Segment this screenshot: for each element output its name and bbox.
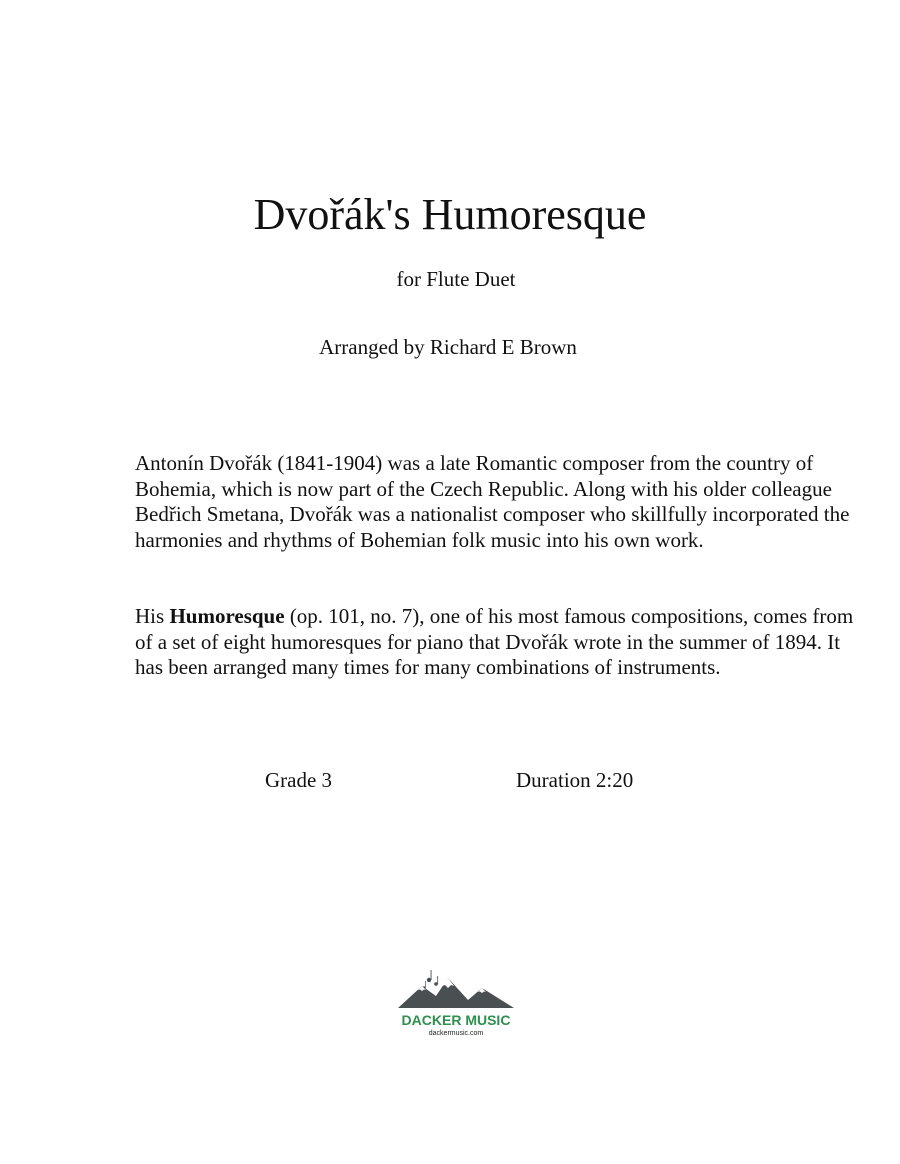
subtitle: for Flute Duet: [396, 267, 516, 291]
music-notes-icon: [422, 970, 438, 990]
humoresque-paragraph: [135, 604, 855, 681]
paragraph-lead: His: [135, 604, 170, 628]
logo-name-text: DACKER MUSIC: [401, 1012, 511, 1028]
paragraph-rest: (op. 101, no. 7), one of his most famous compositions, comes from of a set of eight humoresques for piano that Dvořák wrote in the summer of 1894. It has been arranged many times for many combinations of instruments.: [135, 604, 854, 679]
page-title: Dvořák's Humoresque: [253, 190, 647, 239]
duration-label: Duration 2:20: [516, 768, 634, 792]
intro-paragraph: Antonín Dvořák (1841-1904) was a late Romantic composer from the country of Bohemia, which is now part of the Czech Republic. Along with his older colleague Bedřich Smetana, Dvořák was a nationalist composer who skillfully incorporated the harmonies and rhythms of Bohemian folk music into his own work.: [135, 451, 850, 552]
arranger-credit: Arranged by Richard E Brown: [319, 335, 577, 359]
logo-url-text: dackermusic.com: [428, 1030, 484, 1037]
dacker-music-logo: [396, 966, 516, 1046]
humoresque-bold: Humoresque: [169, 604, 285, 628]
grade-label: Grade 3: [265, 768, 333, 792]
mountain-logo-icon: [396, 966, 516, 1046]
